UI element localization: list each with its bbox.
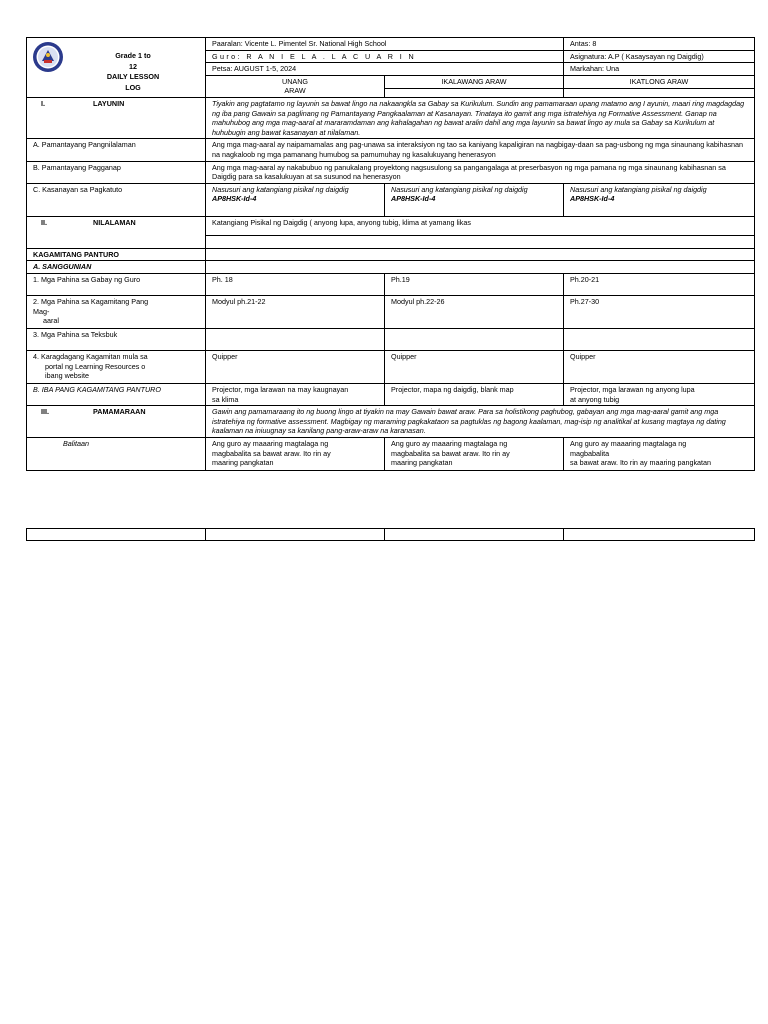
learning-resources-day3-cell xyxy=(564,350,755,383)
kagamitan-pang-magaaral-label-cell xyxy=(27,295,206,328)
deped-seal-icon xyxy=(32,41,64,73)
learning-resources-day2: Quipper xyxy=(391,351,417,361)
nilalaman-title: NILALAMAN xyxy=(93,217,136,227)
pamamaraan-title: PAMAMARAAN xyxy=(93,407,146,417)
kasanayan-label-cell xyxy=(27,183,206,216)
learning-resources-line-3: ibang website xyxy=(45,371,89,381)
day2-header-spacer xyxy=(385,88,564,97)
pangnilalaman-label-cell xyxy=(27,139,206,161)
date: Petsa: AUGUST 1-5, 2024 xyxy=(212,64,297,74)
subject-cell xyxy=(564,50,755,63)
pamamaraan-text: Gawin ang pamamaraang ito ng buong lingo at tiyakin na may Gawain bawat araw. Para sa holistikong paghubog, gabayan ang mga mag-aaral gamit ang mga istratehiya ng formative assessment. Magbigay ng maraming pagkakataon sa pagtuklas ng bagong kaalaman, mag-isip ng analitikal at kusang magtaya ng dating kaalaman na iniuugnay sa kanilang pang-araw-araw na karanasan. xyxy=(212,407,726,436)
kasanayan-day3-cell xyxy=(564,183,755,216)
balitaan-day3-line-3: sa bawat araw. Ito rin ay maaring pangkatan xyxy=(570,458,712,468)
iba-pang-kagamitan-day1-cell xyxy=(206,383,385,405)
nilalaman-empty-cell xyxy=(206,235,755,248)
kagamitan-title-cell xyxy=(27,248,206,261)
nilalaman-text-cell xyxy=(206,216,755,235)
pagganap-label: B. Pamantayang Pagganap xyxy=(33,162,121,172)
pangnilalaman-text: Ang mga mag-aaral ay naipamamalas ang pag-unawa sa interaksiyon ng tao sa kaniyang kapaligiran na nagbigay-daan sa pag-usbong ng mga sinaunang kabihasnan na nagkaloob ng mga pamanang humubog sa pamumuhay ng kasalukuyang henerasyon xyxy=(212,140,744,159)
teacher-name: Guro: R A N I E L A . L A C U A R I N xyxy=(212,51,417,61)
sanggunian-title: A. SANGGUNIAN xyxy=(33,262,92,272)
balitaan-day3-line-1: Ang guro ay maaaring magtalaga ng xyxy=(570,439,687,449)
nilalaman-label-cell xyxy=(27,216,206,248)
balitaan-label: Balitaan xyxy=(63,439,89,449)
balitaan-day3-cell xyxy=(564,438,755,471)
daily-lesson-log-table xyxy=(26,37,755,471)
iba-pang-kagamitan-day2-line-1: Projector, mapa ng daigdig, blank map xyxy=(391,384,514,394)
quarter-cell xyxy=(564,63,755,76)
iba-pang-kagamitan-day1-line-1: Projector, mga larawan na may kaugnayan xyxy=(212,384,349,394)
balitaan-day2-line-2: magbabalita sa bawat araw. Ito rin ay xyxy=(391,448,510,458)
iba-pang-kagamitan-day1-line-2: sa klima xyxy=(212,394,239,404)
day1-header-line-2: ARAW xyxy=(284,86,306,96)
layunin-title: LAYUNIN xyxy=(93,98,125,108)
learning-resources-line-1: 4. Karagdagang Kagamitan mula sa xyxy=(33,351,148,361)
date-cell xyxy=(206,63,564,76)
iba-pang-kagamitan-label-cell xyxy=(27,383,206,405)
gabay-day1-cell xyxy=(206,273,385,295)
pagganap-label-cell xyxy=(27,161,206,183)
kasanayan-day3-code: AP8HSK-Id-4 xyxy=(570,194,615,204)
day2-header-label: IKALAWANG ARAW xyxy=(441,76,507,86)
continuation-cell-4 xyxy=(564,529,755,541)
sanggunian-empty-cell xyxy=(206,261,755,274)
continuation-cell-3 xyxy=(385,529,564,541)
pangnilalaman-label: A. Pamantayang Pangnilalaman xyxy=(33,140,136,150)
learning-resources-day1-cell xyxy=(206,350,385,383)
iba-pang-kagamitan-label: B. IBA PANG KAGAMITANG PANTURO xyxy=(33,384,161,394)
kasanayan-day1-code: AP8HSK-Id-4 xyxy=(212,194,257,204)
kasanayan-day2-cell xyxy=(385,183,564,216)
balitaan-day1-line-2: magbabalita sa bawat araw. Ito rin ay xyxy=(212,448,331,458)
continuation-cell-2 xyxy=(206,529,385,541)
gabay-label: 1. Mga Pahina sa Gabay ng Guro xyxy=(33,274,141,284)
balitaan-day2-line-3: maaring pangkatan xyxy=(391,458,453,468)
kasanayan-day3-text: Nasusuri ang katangiang pisikal ng daigdig xyxy=(570,184,707,194)
day3-header-label: IKATLONG ARAW xyxy=(629,76,689,86)
kagamitan-pang-magaaral-day2-cell xyxy=(385,295,564,328)
kasanayan-label: C. Kasanayan sa Pagkatuto xyxy=(33,184,123,194)
gabay-day1: Ph. 18 xyxy=(212,274,233,284)
gabay-day3-cell xyxy=(564,273,755,295)
day2-header xyxy=(385,75,564,88)
pamamaraan-text-cell xyxy=(206,406,755,438)
layunin-label-cell xyxy=(27,97,206,138)
balitaan-day1-cell xyxy=(206,438,385,471)
kagamitan-pang-magaaral-day3-cell xyxy=(564,295,755,328)
balitaan-day3-line-2: magbabalita xyxy=(570,448,610,458)
school-cell xyxy=(206,38,564,51)
subject: Asignatura: A.P ( Kasaysayan ng Daigdig) xyxy=(570,51,704,61)
pangnilalaman-text-cell xyxy=(206,139,755,161)
grade-title-line-2: 12 xyxy=(129,61,137,71)
continuation-table xyxy=(26,528,755,541)
day3-header-spacer xyxy=(564,88,755,97)
kasanayan-day1-text: Nasusuri ang katangiang pisikal ng daigdig xyxy=(212,184,349,194)
balitaan-label-cell xyxy=(27,438,206,471)
grade-level-cell xyxy=(564,38,755,51)
kagamitan-pang-magaaral-day1: Modyul ph.21-22 xyxy=(212,296,266,306)
quarter: Markahan: Una xyxy=(570,64,620,74)
iba-pang-kagamitan-day3-line-2: at anyong tubig xyxy=(570,394,620,404)
gabay-label-cell xyxy=(27,273,206,295)
kasanayan-day2-code: AP8HSK-Id-4 xyxy=(391,194,436,204)
nilalaman-number: II. xyxy=(41,217,47,227)
learning-resources-day1: Quipper xyxy=(212,351,238,361)
grade-title-line-1: Grade 1 to xyxy=(115,51,151,60)
pagganap-text-cell xyxy=(206,161,755,183)
pamamaraan-number: III. xyxy=(41,407,49,417)
day3-header xyxy=(564,75,755,88)
grade-title-line-4: LOG xyxy=(125,82,141,92)
school-name: Paaralan: Vicente L. Pimentel Sr. National High School xyxy=(212,39,387,48)
gabay-day2: Ph.19 xyxy=(391,274,410,284)
pagganap-text: Ang mga mag-aaral ay nakabubuo ng panukalang proyektong nagsusulong sa pangangalaga at preserbasyon ng mga pamana ng mga sinaunang kabihasnan sa Daigdig para sa kasalukuyan at sa susunod na henerasyon xyxy=(212,162,726,182)
grade-title-line-3: DAILY LESSON xyxy=(106,72,160,81)
iba-pang-kagamitan-day3-cell xyxy=(564,383,755,405)
kagamitan-pang-magaaral-line-1: 2. Mga Pahina sa Kagamitang Pang xyxy=(33,296,149,306)
day1-header xyxy=(206,75,385,97)
kagamitan-pang-magaaral-line-3: aaral xyxy=(43,316,59,326)
layunin-text-cell xyxy=(206,97,755,138)
learning-resources-line-2: portal ng Learning Resources o xyxy=(45,361,146,371)
learning-resources-day3: Quipper xyxy=(570,351,596,361)
balitaan-day1-line-1: Ang guro ay maaaring magtalaga ng xyxy=(212,439,329,449)
balitaan-day2-cell xyxy=(385,438,564,471)
iba-pang-kagamitan-day3-line-1: Projector, mga larawan ng anyong lupa xyxy=(570,384,695,394)
nilalaman-text: Katangiang Pisikal ng Daigdig ( anyong lupa, anyong tubig, klima at yamang likas xyxy=(212,217,471,227)
pamamaraan-label-cell xyxy=(27,406,206,438)
balitaan-day2-line-1: Ang guro ay maaaring magtalaga ng xyxy=(391,439,508,449)
balitaan-day1-line-3: maaring pangkatan xyxy=(212,458,274,468)
kagamitan-title: KAGAMITANG PANTURO xyxy=(33,249,119,259)
grade-header-cell xyxy=(27,38,206,98)
learning-resources-day2-cell xyxy=(385,350,564,383)
grade-level: Antas: 8 xyxy=(570,39,597,48)
continuation-cell-1 xyxy=(27,529,206,541)
teksbuk-day2-cell xyxy=(385,328,564,350)
gabay-day3: Ph.20-21 xyxy=(570,274,600,284)
kagamitan-pang-magaaral-line-2: Mag- xyxy=(33,306,50,316)
teksbuk-label-cell xyxy=(27,328,206,350)
sanggunian-cell xyxy=(27,261,206,274)
gabay-day2-cell xyxy=(385,273,564,295)
teksbuk-label: 3. Mga Pahina sa Teksbuk xyxy=(33,329,118,339)
teacher-cell xyxy=(206,50,564,63)
layunin-number: I. xyxy=(41,98,45,108)
kagamitan-pang-magaaral-day2: Modyul ph.22-26 xyxy=(391,296,445,306)
teksbuk-day3-cell xyxy=(564,328,755,350)
day1-header-line-1: UNANG xyxy=(282,76,308,86)
layunin-text: Tiyakin ang pagtatamo ng layunin sa bawat lingo na nakaangkla sa Gabay sa Kurikulum. Sundin ang pamamaraan upang matamo ang I ayunin, maari ring magdagdag ng iba pang Gawain sa paglinang ng Pamantayang Pangkaalaman at Kasanayan. Tinataya ito gamit ang mga istratehiya ng Formative Assessment. Ganap na mahuhubog ang mga mag-aaral at mararamdaman ang kahalagahan ng bawat aralin dahil ang mga layunin sa bawat lingo ay mula sa Gabay sa Kurikulum at huhubugin ang bawat kasanayan at nilalaman. xyxy=(212,98,745,137)
learning-resources-label-cell xyxy=(27,350,206,383)
kagamitan-empty-cell xyxy=(206,248,755,261)
kasanayan-day2-text: Nasusuri ang katangiang pisikal ng daigdig xyxy=(391,184,528,194)
iba-pang-kagamitan-day2-cell xyxy=(385,383,564,405)
kagamitan-pang-magaaral-day1-cell xyxy=(206,295,385,328)
kagamitan-pang-magaaral-day3: Ph.27-30 xyxy=(570,296,600,306)
teksbuk-day1-cell xyxy=(206,328,385,350)
kasanayan-day1-cell xyxy=(206,183,385,216)
